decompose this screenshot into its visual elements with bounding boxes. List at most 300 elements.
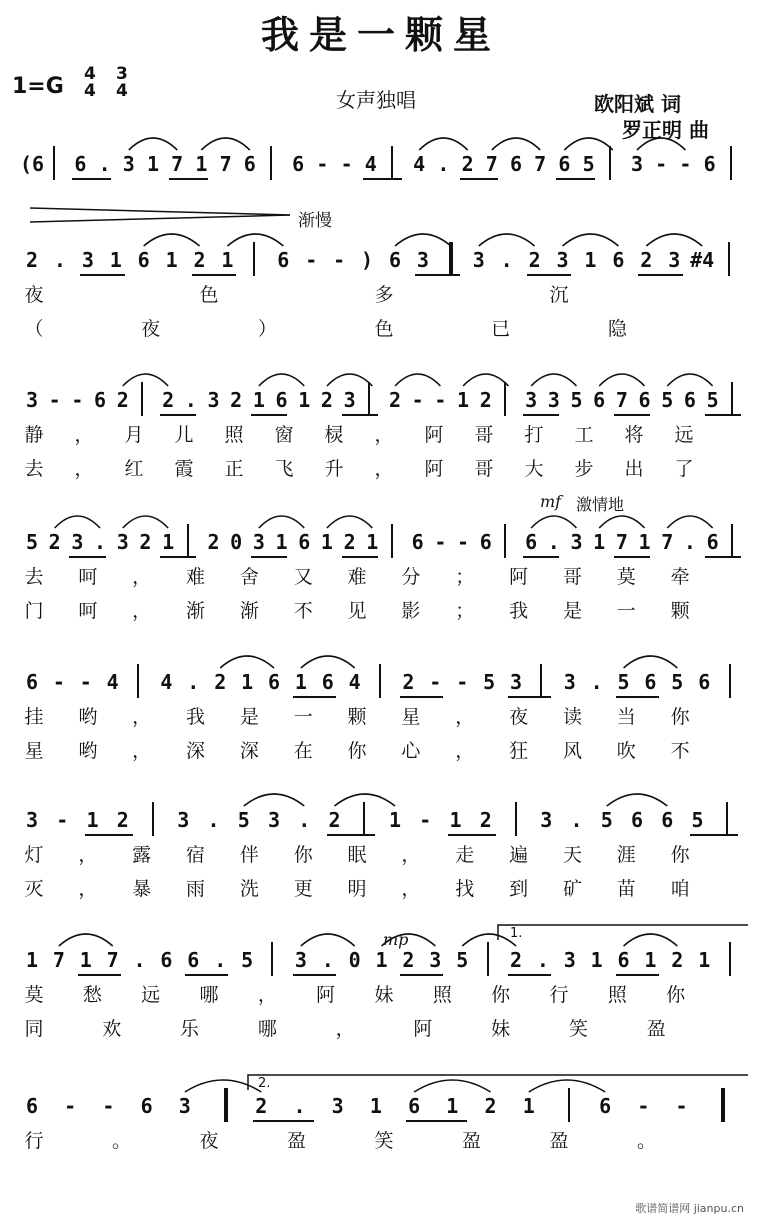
note: 7 [615, 530, 628, 554]
lyric-char: 阿 [424, 424, 444, 446]
performance-type: 女声独唱 [336, 88, 416, 112]
score-row [16, 144, 758, 180]
volta-1: 1. [510, 926, 523, 941]
time-signature-3-4: 3 4 [116, 64, 128, 101]
note: 1 [79, 948, 92, 972]
note: 6 [25, 1094, 39, 1118]
note: 5 [671, 670, 684, 694]
note: 5 [570, 388, 583, 412]
underline [72, 178, 111, 180]
note: - [655, 152, 668, 176]
note: 1 [369, 1094, 382, 1118]
note: 1 [162, 530, 175, 554]
underline [342, 414, 378, 416]
score-row [16, 662, 758, 762]
lyric-char: 一 [293, 706, 313, 728]
lyric-char: 是 [562, 600, 582, 622]
lyric-char: 照 [224, 424, 244, 446]
score-row [16, 1086, 758, 1152]
note: 6 [703, 152, 716, 176]
lyric-char: 打 [524, 424, 544, 446]
note: . [53, 248, 66, 272]
lyric-char: 雨 [186, 878, 206, 900]
slur [382, 934, 436, 946]
note: . [184, 388, 197, 412]
lyric-char: 明 [347, 878, 367, 900]
note: 3 [540, 808, 553, 832]
lyric-char: （ [24, 318, 44, 340]
note: 6 [617, 948, 630, 972]
note: 4 [413, 152, 426, 176]
lyric-char: 分 [401, 566, 421, 588]
lyric-char: ， [78, 844, 98, 866]
note: 6 [683, 388, 696, 412]
note: 2 [328, 808, 341, 832]
note: 1 [25, 948, 39, 972]
lyric-char: 舍 [239, 566, 259, 588]
lyric-char: ， [132, 600, 152, 622]
note: 2 [193, 248, 206, 272]
note: 2 [671, 948, 684, 972]
lyric-char: 不 [293, 600, 313, 622]
lyric-char: 阿 [424, 458, 444, 480]
dynamic-mp: mp [383, 930, 409, 949]
slur [599, 374, 644, 386]
note: 7 [615, 388, 628, 412]
lyric-char: 走 [455, 844, 475, 866]
lyric-char: 妹 [491, 1018, 511, 1040]
note: 6 [558, 152, 571, 176]
note: 6 [593, 388, 606, 412]
note: 2 [207, 530, 220, 554]
slur [129, 138, 177, 150]
note: 2 [48, 530, 61, 554]
lyric-char: 霞 [174, 458, 194, 480]
note: . [298, 808, 311, 832]
lyric-char: 难 [186, 566, 206, 588]
lyric-char: 阿 [509, 566, 529, 588]
lyric-char: ， [74, 458, 94, 480]
site-footer: 歌谱简谱网 jianpu.cn [635, 1202, 744, 1215]
underline [638, 274, 683, 276]
note: 1 [241, 670, 254, 694]
note: . [683, 530, 696, 554]
lyric-char: 门 [24, 600, 44, 622]
lyric-char: 吹 [616, 740, 636, 762]
note: - [411, 388, 424, 412]
note: 4 [348, 670, 361, 694]
underline [523, 414, 559, 416]
lyric-char: 盈 [646, 1018, 666, 1040]
slur [667, 516, 712, 528]
note: 7 [52, 948, 65, 972]
note: 2 [528, 248, 541, 272]
note: 1 [522, 1094, 535, 1118]
lyric-char: 咱 [670, 878, 690, 900]
lyric-char: 更 [293, 878, 313, 900]
note: 2 [640, 248, 653, 272]
score-row [16, 380, 758, 480]
note: . [133, 948, 146, 972]
lyric-char: 挂 [24, 706, 44, 728]
lyric-char: 深 [186, 740, 206, 762]
note: 6 [698, 670, 711, 694]
lyricist-credit: 欧阳斌 词 [594, 92, 681, 116]
lyric-char: ， [455, 706, 475, 728]
slur [531, 374, 576, 386]
note: 3 [509, 670, 523, 694]
note: - [419, 808, 432, 832]
lyric-char: 不 [670, 740, 690, 762]
note: 6 [292, 152, 305, 176]
note: 2 [509, 948, 523, 972]
note: 6 [638, 388, 651, 412]
lyric-char: 我 [509, 600, 529, 622]
lyric-char: 夜 [199, 1130, 219, 1152]
note: 6 [525, 530, 538, 554]
underline [342, 556, 378, 558]
note: 6 [599, 1094, 612, 1118]
lyric-char: 行 [549, 984, 569, 1006]
lyric-char: ， [455, 740, 475, 762]
lyric-char: 盈 [549, 1130, 569, 1152]
note: 3 [570, 530, 583, 554]
note: . [98, 152, 111, 176]
underline [85, 834, 133, 836]
note: 6 [612, 248, 625, 272]
lyric-char: 升 [324, 458, 344, 480]
note: 3 [294, 948, 307, 972]
note: 2 [479, 388, 492, 412]
lyric-char: 夜 [24, 284, 44, 306]
note: - [429, 670, 442, 694]
note: 5 [706, 388, 719, 412]
note: 5 [691, 808, 704, 832]
lyric-char: 笑 [568, 1018, 588, 1040]
note: - [434, 530, 447, 554]
note: 5 [25, 530, 39, 554]
note: 7 [219, 152, 232, 176]
note: - [102, 1094, 115, 1118]
slur [227, 234, 283, 246]
underline [251, 414, 287, 416]
lyric-char: 笑 [374, 1130, 394, 1152]
note: 4 [364, 152, 377, 176]
note: (6 [20, 152, 45, 176]
underline [363, 178, 402, 180]
note: 6 [25, 670, 39, 694]
slur [529, 1080, 605, 1092]
lyric-char: 盈 [461, 1130, 481, 1152]
lyric-char: ， [132, 706, 152, 728]
slur [327, 516, 372, 528]
note: 3 [343, 388, 356, 412]
lyric-char: 一 [616, 600, 636, 622]
lyric-char: 天 [562, 844, 582, 866]
note: 3 [472, 248, 485, 272]
note: - [56, 808, 69, 832]
slur [327, 374, 372, 386]
slur-group [16, 126, 758, 166]
note: 3 [556, 248, 569, 272]
lyric-char: 窗 [274, 424, 294, 446]
note: 2 [402, 948, 415, 972]
underline [705, 414, 741, 416]
underline [185, 974, 228, 976]
slur [419, 138, 467, 150]
slur [55, 516, 100, 528]
lyric-char: 哥 [474, 424, 494, 446]
lyric-char: 哪 [257, 1018, 277, 1040]
note: - [48, 388, 61, 412]
lyric-char: 哟 [78, 740, 98, 762]
slur [395, 374, 440, 386]
note: 2 [343, 530, 356, 554]
note: 2 [484, 1094, 497, 1118]
slur [624, 934, 678, 946]
lyric-char: 夜 [141, 318, 161, 340]
note: 6 [479, 530, 492, 554]
note: 6 [644, 670, 657, 694]
note: - [434, 388, 447, 412]
note: - [316, 152, 329, 176]
note: 6 [74, 152, 87, 176]
underline [253, 1120, 314, 1122]
slur [123, 516, 168, 528]
lyric-char: 心 [401, 740, 421, 762]
time-signature-4-4: 4 4 [84, 64, 96, 101]
lyric-char: 行 [24, 1130, 44, 1152]
volta-2: 2. [258, 1076, 271, 1091]
slur [395, 234, 451, 246]
lyric-char: 苗 [616, 878, 636, 900]
lyric-char: 当 [616, 706, 636, 728]
underline [448, 834, 496, 836]
lyric-char: 你 [491, 984, 511, 1006]
note: 3 [563, 670, 576, 694]
underline [527, 274, 572, 276]
note: 6 [137, 248, 150, 272]
lyric-char: 出 [624, 458, 644, 480]
note: - [52, 670, 65, 694]
lyric-char: ， [78, 878, 98, 900]
note: - [675, 1094, 688, 1118]
underline [705, 556, 741, 558]
score-row [16, 522, 758, 622]
lyric-char: 。 [636, 1130, 656, 1152]
lyric-char: 遍 [509, 844, 529, 866]
note: 1 [298, 388, 311, 412]
lyric-char: 步 [574, 458, 594, 480]
underline [192, 274, 237, 276]
score-row [16, 940, 758, 1040]
lyric-char: 找 [455, 878, 475, 900]
slur [144, 234, 200, 246]
lyric-char: 哟 [78, 706, 98, 728]
note: 6 [160, 948, 173, 972]
note: #4 [690, 248, 715, 272]
note: 6 [187, 948, 200, 972]
lyric-char: 呵 [78, 600, 98, 622]
lyric-char: 同 [24, 1018, 44, 1040]
lyric-char: 阿 [316, 984, 336, 1006]
note: - [637, 1094, 650, 1118]
lyric-char: ， [374, 458, 394, 480]
note: 1 [294, 670, 307, 694]
note: . [214, 948, 227, 972]
note: 2 [255, 1094, 268, 1118]
underline [251, 556, 287, 558]
underline [460, 178, 499, 180]
lyric-char: 你 [293, 844, 313, 866]
expression-marking: 激情地 [576, 495, 625, 514]
lyric-char: 灭 [24, 878, 44, 900]
note: 7 [661, 530, 674, 554]
slur [259, 374, 304, 386]
note: 1 [449, 808, 462, 832]
lyric-char: 你 [347, 740, 367, 762]
note: 3 [81, 248, 94, 272]
slur [414, 1080, 490, 1092]
lyric-char: 沉 [549, 284, 569, 306]
note: . [321, 948, 334, 972]
slur [607, 794, 668, 806]
note: 3 [668, 248, 681, 272]
note: 2 [230, 388, 243, 412]
note: 6 [321, 670, 334, 694]
lyric-char: 洗 [239, 878, 259, 900]
lyric-char: 哥 [474, 458, 494, 480]
note: 5 [600, 808, 613, 832]
underline [169, 178, 208, 180]
note: 1 [366, 530, 379, 554]
underline [69, 556, 105, 558]
lyric-char: 盈 [286, 1130, 306, 1152]
note: 6 [298, 530, 311, 554]
slur [599, 516, 644, 528]
note: 5 [483, 670, 496, 694]
lyric-char: 颗 [670, 600, 690, 622]
note: 3 [207, 388, 220, 412]
lyric-char: 夜 [509, 706, 529, 728]
note: - [456, 670, 469, 694]
lyric-char: 阿 [413, 1018, 433, 1040]
lyric-char: 深 [239, 740, 259, 762]
note: 3 [25, 808, 39, 832]
lyric-char: ； [455, 600, 475, 622]
note: 1 [86, 808, 99, 832]
note: . [207, 808, 220, 832]
note: 1 [146, 152, 160, 176]
lyric-char: 远 [674, 424, 694, 446]
lyric-char: 欢 [102, 1018, 122, 1040]
note: 1 [457, 388, 470, 412]
lyric-char: 矿 [562, 878, 582, 900]
lyric-char: 哥 [562, 566, 582, 588]
slur-group [16, 782, 758, 822]
note: 6 [661, 808, 674, 832]
lyric-char: 颗 [347, 706, 367, 728]
note: 2 [162, 388, 175, 412]
lyric-char: 读 [562, 706, 582, 728]
lyric-char: 渐 [186, 600, 206, 622]
note: 7 [485, 152, 498, 176]
lyric-char: 到 [509, 878, 529, 900]
lyric-char: 暴 [132, 878, 152, 900]
underline [293, 696, 336, 698]
lyric-char: 儿 [174, 424, 194, 446]
lyric-char: 是 [239, 706, 259, 728]
slur [220, 656, 274, 668]
slur-group [16, 504, 758, 544]
note: 0 [230, 530, 243, 554]
note: 2 [214, 670, 227, 694]
lyric-char: 红 [124, 458, 144, 480]
lyric-char: 影 [401, 600, 421, 622]
note: 1 [195, 152, 208, 176]
note: 1 [644, 948, 657, 972]
dynamic-mf: mf [540, 492, 562, 511]
underline [616, 974, 659, 976]
note: 1 [252, 388, 265, 412]
note: 1 [221, 248, 234, 272]
note: 7 [106, 948, 119, 972]
note: 2 [320, 388, 333, 412]
underline [508, 696, 551, 698]
note: 1 [638, 530, 651, 554]
note: . [590, 670, 603, 694]
lyric-char: 风 [562, 740, 582, 762]
note: - [679, 152, 692, 176]
note: 3 [178, 1094, 191, 1118]
slur-group [16, 1068, 758, 1108]
slur [463, 374, 508, 386]
lyric-char: 莫 [616, 566, 636, 588]
lyric-char: 难 [347, 566, 367, 588]
lyric-char: 妹 [374, 984, 394, 1006]
underline [556, 178, 595, 180]
lyric-char: ， [74, 424, 94, 446]
note: 3 [416, 248, 429, 272]
lyric-char: 露 [132, 844, 152, 866]
note: 2 [388, 388, 402, 412]
note: 5 [661, 388, 674, 412]
slur [646, 234, 702, 246]
slur [201, 138, 249, 150]
composer-credit: 罗正明 曲 [622, 118, 709, 142]
note: 6 [706, 530, 719, 554]
slur [123, 374, 168, 386]
lyric-char: 莫 [24, 984, 44, 1006]
note: 6 [411, 530, 424, 554]
slur [259, 516, 304, 528]
lyric-char: ， [132, 740, 152, 762]
lyric-char: 在 [293, 740, 313, 762]
note: 1 [320, 530, 333, 554]
note: . [547, 530, 560, 554]
lyric-char: 照 [607, 984, 627, 1006]
note: 1 [375, 948, 388, 972]
slur [244, 794, 305, 806]
note: 1 [584, 248, 597, 272]
lyric-char: 。 [111, 1130, 131, 1152]
slur [492, 138, 540, 150]
lyric-char: 棂 [324, 424, 344, 446]
note: 2 [479, 808, 492, 832]
note: 3 [331, 1094, 344, 1118]
slur [637, 138, 685, 150]
lyric-char: ， [132, 566, 152, 588]
